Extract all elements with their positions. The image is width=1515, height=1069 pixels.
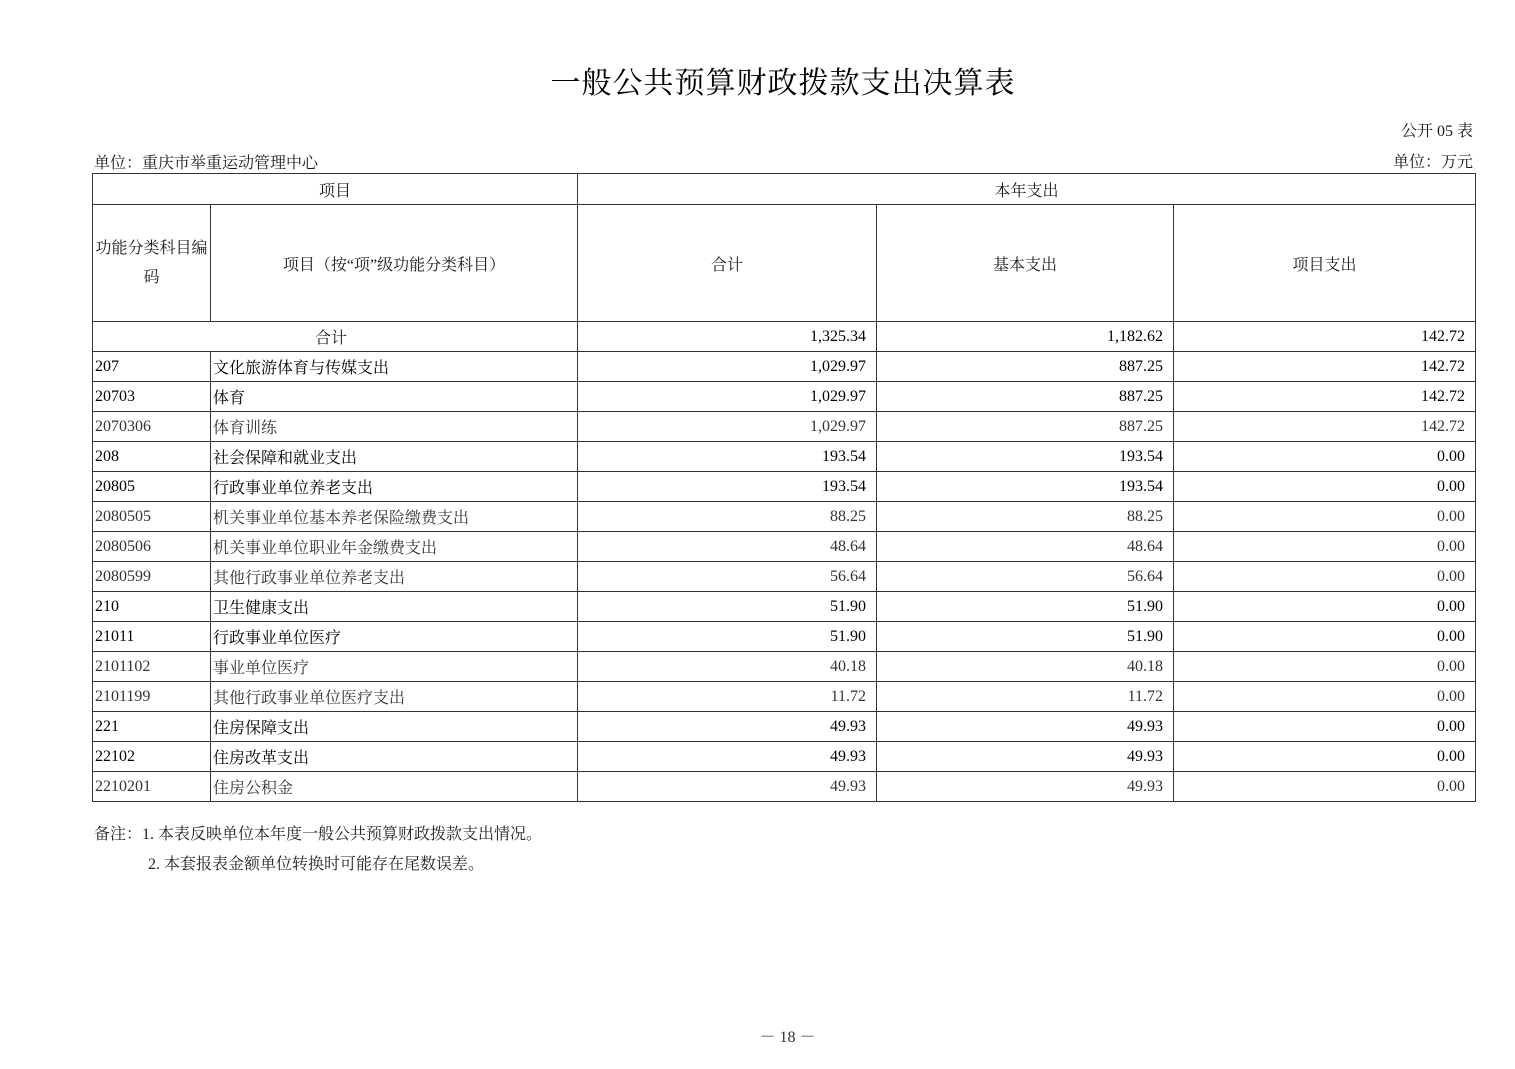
- cell-project: 0.00: [1174, 592, 1476, 622]
- cell-total: 193.54: [578, 472, 877, 502]
- cell-code: 22102: [93, 742, 211, 772]
- table-row: [93, 712, 1476, 742]
- cell-total: 193.54: [578, 442, 877, 472]
- cell-total: 48.64: [578, 532, 877, 562]
- header-project: 项目支出: [1174, 205, 1476, 322]
- cell-name: 行政事业单位养老支出: [211, 472, 578, 502]
- header-group-row: [93, 174, 1476, 205]
- organization-unit: 单位：重庆市举重运动管理中心: [94, 155, 319, 172]
- cell-total: 1,029.97: [578, 352, 877, 382]
- table-row: [93, 502, 1476, 532]
- cell-name: 体育训练: [211, 412, 578, 442]
- cell-basic: 49.93: [877, 742, 1174, 772]
- cell-basic: 49.93: [877, 712, 1174, 742]
- cell-total: 40.18: [578, 652, 877, 682]
- header-column-row: [93, 205, 1476, 322]
- table-row: [93, 772, 1476, 802]
- cell-name: 事业单位医疗: [211, 652, 578, 682]
- total-basic: 1,182.62: [877, 322, 1174, 352]
- cell-name: 机关事业单位基本养老保险缴费支出: [211, 502, 578, 532]
- cell-total: 88.25: [578, 502, 877, 532]
- table-row: [93, 382, 1476, 412]
- notes: [94, 820, 542, 880]
- cell-name: 住房保障支出: [211, 712, 578, 742]
- cell-basic: 40.18: [877, 652, 1174, 682]
- total-row: [93, 322, 1476, 352]
- cell-project: 0.00: [1174, 532, 1476, 562]
- cell-basic: 887.25: [877, 352, 1174, 382]
- cell-name: 其他行政事业单位养老支出: [211, 562, 578, 592]
- cell-project: 0.00: [1174, 472, 1476, 502]
- total-label: 合计: [93, 322, 578, 352]
- cell-code: 2070306: [93, 412, 211, 442]
- cell-total: 11.72: [578, 682, 877, 712]
- cell-name: 卫生健康支出: [211, 592, 578, 622]
- cell-project: 0.00: [1174, 742, 1476, 772]
- cell-total: 49.93: [578, 712, 877, 742]
- cell-basic: 88.25: [877, 502, 1174, 532]
- table-row: [93, 442, 1476, 472]
- cell-basic: 887.25: [877, 412, 1174, 442]
- table-row: [93, 652, 1476, 682]
- page-number: － 18 －: [759, 1029, 816, 1046]
- cell-project: 0.00: [1174, 562, 1476, 592]
- cell-basic: 193.54: [877, 472, 1174, 502]
- table-row: [93, 532, 1476, 562]
- cell-name: 文化旅游体育与传媒支出: [211, 352, 578, 382]
- cell-code: 2080599: [93, 562, 211, 592]
- cell-total: 49.93: [578, 772, 877, 802]
- cell-project: 142.72: [1174, 352, 1476, 382]
- cell-basic: 11.72: [877, 682, 1174, 712]
- table-row: [93, 682, 1476, 712]
- cell-basic: 51.90: [877, 592, 1174, 622]
- cell-basic: 51.90: [877, 622, 1174, 652]
- cell-code: 20805: [93, 472, 211, 502]
- cell-code: 2080505: [93, 502, 211, 532]
- cell-project: 0.00: [1174, 772, 1476, 802]
- table-row: [93, 352, 1476, 382]
- table-row: [93, 592, 1476, 622]
- cell-name: 社会保障和就业支出: [211, 442, 578, 472]
- cell-total: 1,029.97: [578, 382, 877, 412]
- cell-basic: 887.25: [877, 382, 1174, 412]
- cell-total: 56.64: [578, 562, 877, 592]
- cell-code: 207: [93, 352, 211, 382]
- cell-code: 210: [93, 592, 211, 622]
- cell-name: 其他行政事业单位医疗支出: [211, 682, 578, 712]
- header-name: 项目（按“项”级功能分类科目）: [211, 205, 578, 322]
- table-row: [93, 472, 1476, 502]
- note-line-1: 备注：1. 本表反映单位本年度一般公共预算财政拨款支出情况。: [94, 826, 543, 843]
- cell-code: 208: [93, 442, 211, 472]
- header-expense-group: 本年支出: [578, 174, 1476, 205]
- cell-name: 行政事业单位医疗: [211, 622, 578, 652]
- total-sum: 1,325.34: [578, 322, 877, 352]
- table-row: [93, 622, 1476, 652]
- cell-basic: 49.93: [877, 772, 1174, 802]
- table-row: [93, 412, 1476, 442]
- cell-name: 体育: [211, 382, 578, 412]
- cell-name: 住房改革支出: [211, 742, 578, 772]
- cell-project: 0.00: [1174, 652, 1476, 682]
- cell-total: 1,029.97: [578, 412, 877, 442]
- cell-basic: 193.54: [877, 442, 1174, 472]
- cell-code: 221: [93, 712, 211, 742]
- cell-project: 0.00: [1174, 442, 1476, 472]
- cell-code: 2080506: [93, 532, 211, 562]
- budget-expenditure-table: [92, 173, 1476, 802]
- table-row: [93, 562, 1476, 592]
- header-code: 功能分类科目编码: [93, 205, 211, 322]
- cell-basic: 48.64: [877, 532, 1174, 562]
- cell-project: 142.72: [1174, 412, 1476, 442]
- header-item-group: 项目: [93, 174, 578, 205]
- cell-project: 0.00: [1174, 682, 1476, 712]
- cell-basic: 56.64: [877, 562, 1174, 592]
- cell-code: 2101199: [93, 682, 211, 712]
- header-total: 合计: [578, 205, 877, 322]
- cell-project: 0.00: [1174, 502, 1476, 532]
- header-basic: 基本支出: [877, 205, 1174, 322]
- total-project: 142.72: [1174, 322, 1476, 352]
- cell-name: 住房公积金: [211, 772, 578, 802]
- cell-total: 49.93: [578, 742, 877, 772]
- note-line-2: 2. 本套报表金额单位转换时可能存在尾数误差。: [148, 856, 485, 873]
- cell-code: 2210201: [93, 772, 211, 802]
- cell-code: 20703: [93, 382, 211, 412]
- cell-name: 机关事业单位职业年金缴费支出: [211, 532, 578, 562]
- table-row: [93, 742, 1476, 772]
- cell-project: 142.72: [1174, 382, 1476, 412]
- cell-code: 21011: [93, 622, 211, 652]
- cell-total: 51.90: [578, 622, 877, 652]
- currency-unit: 单位：万元: [1392, 154, 1473, 171]
- cell-total: 51.90: [578, 592, 877, 622]
- form-number: 公开 05 表: [1400, 123, 1473, 140]
- cell-project: 0.00: [1174, 712, 1476, 742]
- cell-project: 0.00: [1174, 622, 1476, 652]
- cell-code: 2101102: [93, 652, 211, 682]
- document-title: 一般公共预算财政拨款支出决算表: [550, 67, 1016, 100]
